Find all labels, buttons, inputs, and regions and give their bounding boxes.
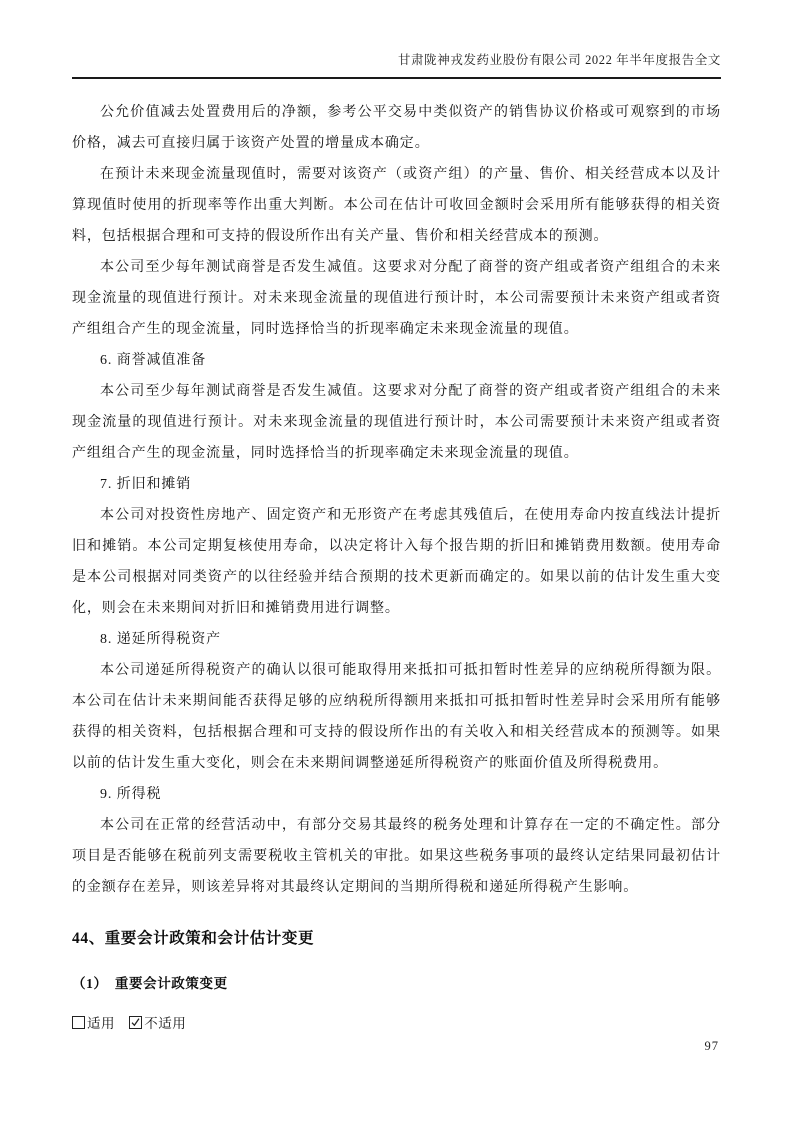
heading-income-tax: 9. 所得税 (100, 787, 162, 802)
section-heading-accounting-policy-and-estimate-changes: 44、重要会计政策和会计估计变更 (72, 930, 315, 947)
paragraph-income-tax: 本公司在正常的经营活动中，有部分交易其最终的税务处理和计算存在一定的不确定性。部分项目是否能够在税前列支需要税收主管机关的审批。如果这些税务事项的最终认定结果同最初估计的金额存在差异，则该差异将对其最终认定期间的当期所得税和递延所得税产生影响。 (72, 818, 721, 895)
paragraph-future-cash-flow-judgment: 在预计未来现金流量现值时，需要对该资产（或资产组）的产量、售价、相关经营成本以及计算现值时使用的折现率等作出重大判断。本公司在估计可收回金额时会采用所有能够获得的相关资料，包括根据合理和可支持的假设所作出有关产量、售价和相关经营成本的预测。 (72, 167, 721, 244)
heading-goodwill-impairment-provision: 6. 商誉减值准备 (100, 353, 207, 368)
paragraph-deferred-tax-assets: 本公司递延所得税资产的确认以很可能取得用来抵扣可抵扣暂时性差异的应纳税所得额为限。本公司在估计未来期间能否获得足够的应纳税所得额用来抵扣可抵扣暂时性差异时会采用所有能够获得的相关资料，包括根据合理和可支持的假设所作出的有关收入和相关经营成本的预测等。如果以前的估计发生重大变化，则会在未来期间调整递延所得税资产的账面价值及所得税费用。 (72, 663, 721, 771)
heading-deferred-tax-assets: 8. 递延所得税资产 (100, 632, 221, 647)
option-applicable (72, 1015, 115, 1033)
paragraph-goodwill-impairment-test: 本公司至少每年测试商誉是否发生减值。这要求对分配了商誉的资产组或者资产组组合的未来现金流量的现值进行预计。对未来现金流量的现值进行预计时，本公司需要预计未来资产组或者资产组组合产生的现金流量，同时选择恰当的折现率确定未来现金流量的现值。 (72, 260, 721, 337)
report-title: 甘肃陇神戎发药业股份有限公司 2022 年半年度报告全文 (397, 53, 721, 67)
checkbox-checked-icon (129, 1016, 142, 1029)
paragraph-depreciation-amortization: 本公司对投资性房地产、固定资产和无形资产在考虑其残值后，在使用寿命内按直线法计提折旧和摊销。本公司定期复核使用寿命，以决定将计入每个报告期的折旧和摊销费用数额。使用寿命是本公司根据对同类资产的以往经验并结合预期的技术更新而确定的。如果以前的估计发生重大变化，则会在未来期间对折旧和摊销费用进行调整。 (72, 508, 721, 616)
option-applicable-label: 适用 (87, 1016, 115, 1031)
option-not-applicable (129, 1015, 186, 1033)
paragraph-goodwill-impairment-test-detail: 本公司至少每年测试商誉是否发生减值。这要求对分配了商誉的资产组或者资产组组合的未来现金流量的现值进行预计。对未来现金流量的现值进行预计时，本公司需要预计未来资产组或者资产组组合产生的现金流量，同时选择恰当的折现率确定未来现金流量的现值。 (72, 384, 721, 461)
paragraph-fair-value-net: 公允价值减去处置费用后的净额，参考公平交易中类似资产的销售协议价格或可观察到的市场价格，减去可直接归属于该资产处置的增量成本确定。 (72, 105, 721, 151)
page-header (72, 0, 721, 79)
subsection-heading-accounting-policy-changes: （1） 重要会计政策变更 (72, 976, 228, 991)
page-number: 97 (704, 1039, 719, 1053)
applicability-options (72, 1015, 721, 1033)
heading-depreciation-amortization: 7. 折旧和摊销 (100, 477, 192, 492)
checkbox-unchecked-icon (72, 1016, 85, 1029)
document-body (72, 97, 721, 903)
option-not-applicable-label: 不适用 (144, 1016, 187, 1031)
